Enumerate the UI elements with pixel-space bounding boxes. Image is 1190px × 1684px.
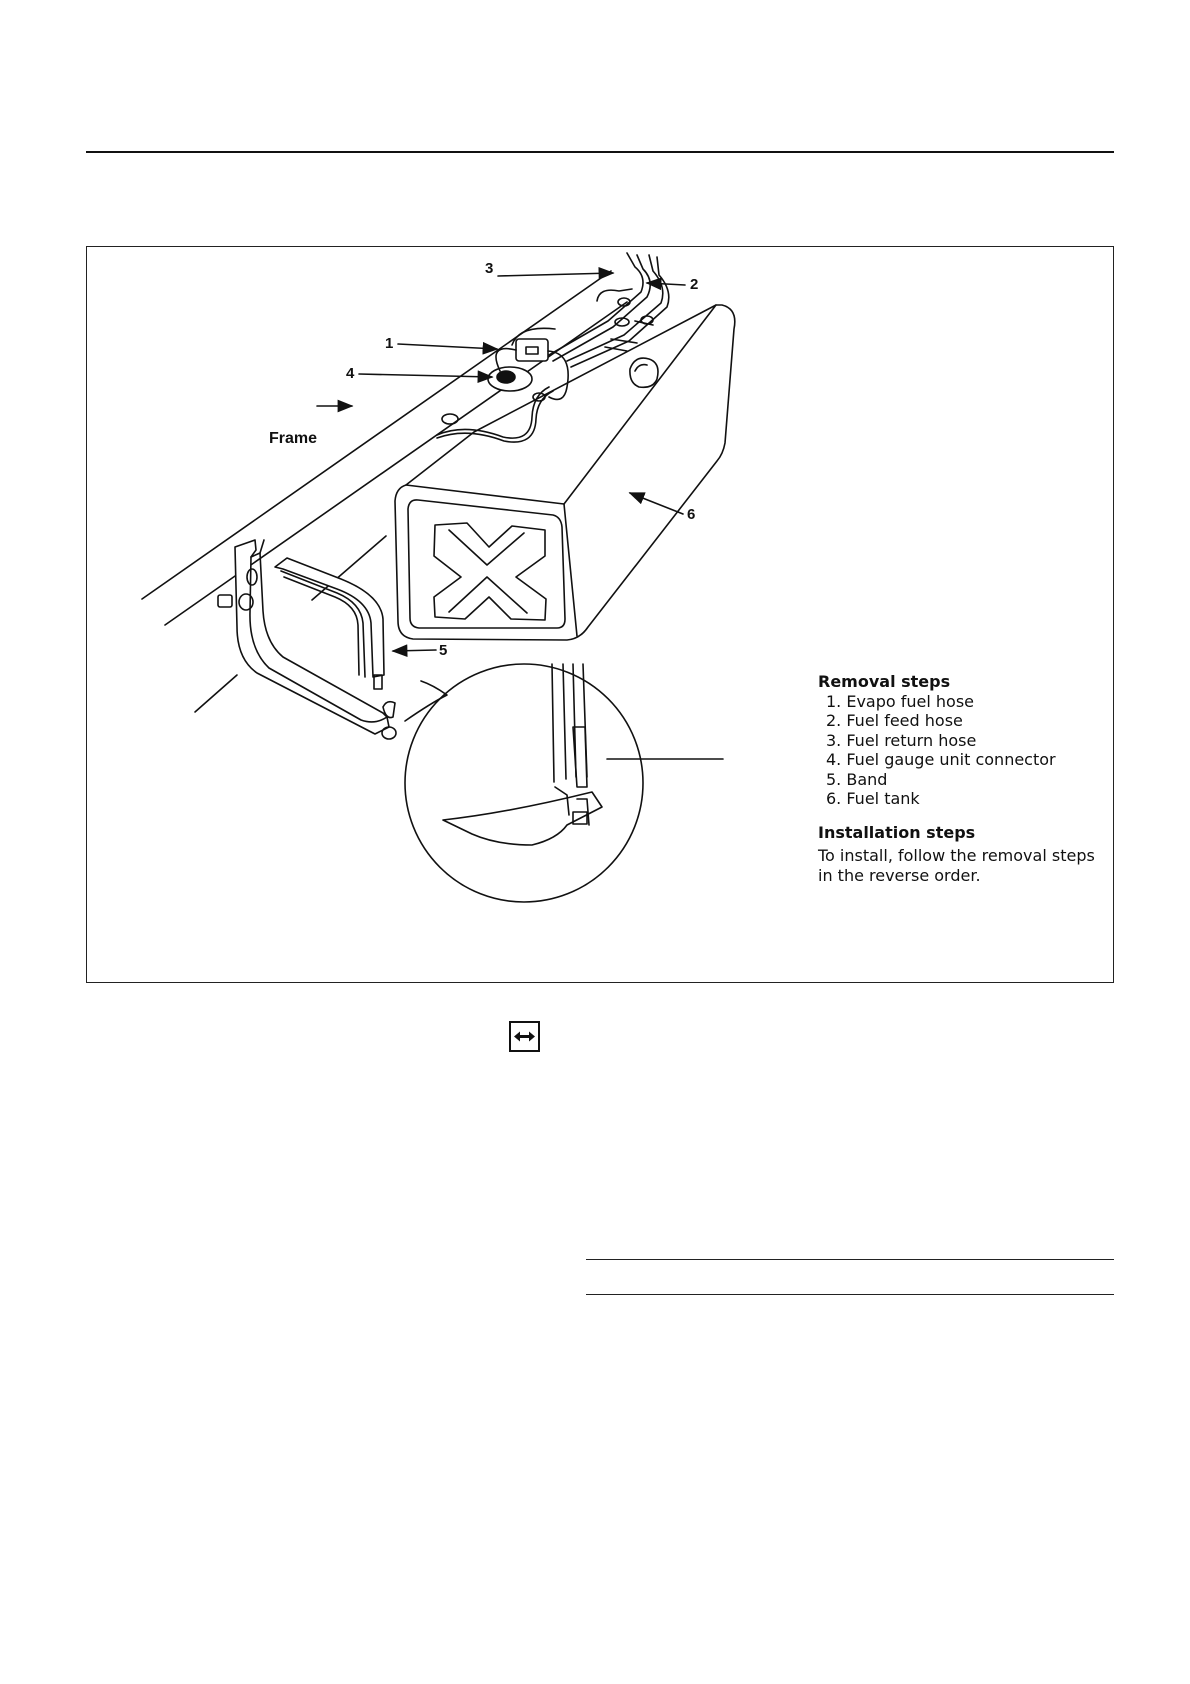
- installation-steps-heading: Installation steps: [818, 822, 976, 842]
- removal-steps-list: [818, 692, 1098, 809]
- procedure-steps: [818, 672, 1098, 885]
- callout-4: 4: [346, 365, 355, 382]
- callout-3: 3: [485, 260, 494, 277]
- double-arrow-icon: [509, 1021, 540, 1052]
- installation-steps-text: To install, follow the removal steps in the reverse order.: [818, 846, 1095, 885]
- removal-steps-heading: Removal steps: [818, 672, 951, 691]
- callout-2: 2: [690, 276, 699, 293]
- removal-step: 5. Band: [826, 769, 888, 789]
- removal-step: 2. Fuel feed hose: [826, 711, 963, 730]
- header-rule: [86, 151, 1114, 153]
- removal-step: 4. Fuel gauge unit connector: [826, 750, 1056, 769]
- callout-1: 1: [385, 335, 394, 352]
- callout-6: 6: [687, 506, 696, 523]
- figure-frame: [86, 246, 1114, 983]
- removal-step: 3. Fuel return hose: [826, 730, 977, 750]
- removal-step: 6. Fuel tank: [826, 789, 920, 808]
- removal-step: 1. Evapo fuel hose: [826, 691, 975, 711]
- divider-rule: [586, 1294, 1114, 1295]
- divider-rule: [586, 1259, 1114, 1260]
- callout-5: 5: [439, 642, 448, 659]
- frame-label: Frame: [269, 430, 318, 447]
